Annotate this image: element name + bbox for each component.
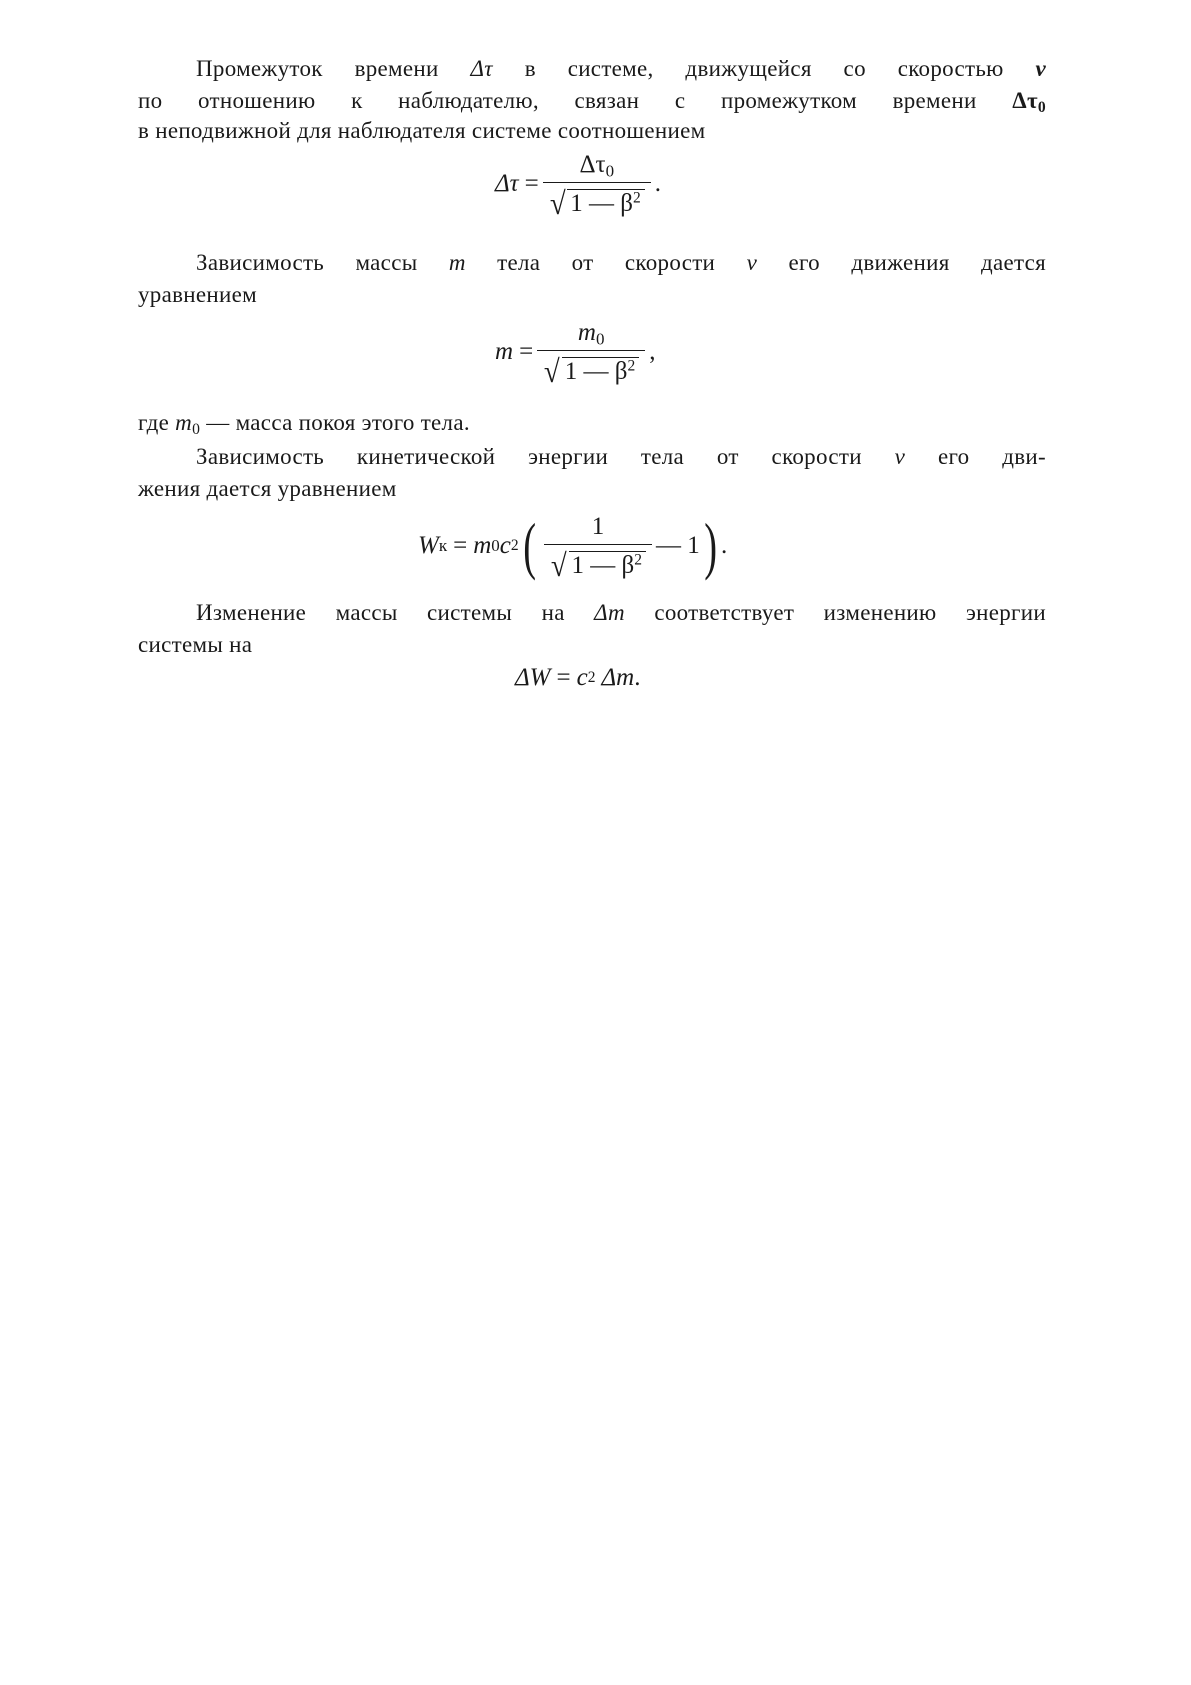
text-span: его движения дается	[757, 250, 1047, 275]
text-span: Промежуток времени	[196, 56, 471, 81]
text-span: тела от скорости	[465, 250, 747, 275]
text-span: его дви-	[905, 444, 1046, 469]
paragraph-5-line-1	[196, 598, 1046, 628]
punctuation: ,	[649, 338, 656, 365]
text-span: — масса покоя этого тела.	[200, 410, 470, 435]
numerator	[570, 318, 613, 350]
subscript: 0	[1037, 98, 1046, 116]
rest-mass-symbol: m	[175, 410, 193, 435]
denominator	[537, 350, 645, 389]
light-speed-symbol: c	[499, 532, 511, 559]
rest-mass-symbol: m	[473, 532, 492, 559]
formula-mass-energy: ΔW = c 2 Δm .	[515, 664, 641, 691]
denominator	[543, 182, 651, 221]
paragraph-4-line-1	[196, 442, 1046, 472]
paragraph-1-line-3: в неподвижной для наблюдателя системе соотношением	[138, 118, 706, 143]
denominator	[544, 544, 652, 583]
equals-sign: =	[453, 532, 468, 559]
paragraph-1-line-1	[196, 54, 1046, 84]
text-span: Зависимость массы	[196, 250, 449, 275]
velocity-symbol: v	[746, 250, 758, 275]
delta-tau-symbol: Δτ	[470, 56, 493, 81]
paragraph-3	[138, 408, 1046, 438]
text-span: Зависимость кинетической энергии тела от скорости	[196, 444, 895, 469]
sqrt-body	[562, 357, 639, 386]
minus-one: — 1	[655, 532, 700, 559]
numerator-text: m	[577, 319, 596, 346]
delta-mass-symbol: Δm	[601, 664, 635, 691]
delta-mass-symbol: Δm	[594, 600, 625, 625]
punctuation: .	[634, 664, 641, 691]
paragraph-2-line-1	[196, 248, 1046, 278]
formula-relativistic-mass	[495, 318, 656, 389]
delta-tau-zero-symbol: Δτ	[1012, 88, 1038, 113]
sqrt-sign: √	[544, 353, 560, 389]
sqrt-sign: √	[549, 185, 566, 221]
radicand: 1 — β	[564, 358, 628, 385]
text-span: где	[138, 410, 176, 435]
sqrt-body	[567, 189, 644, 218]
equals-sign: =	[556, 664, 571, 691]
fraction	[537, 318, 645, 389]
superscript: 2	[627, 357, 636, 375]
formula-lhs: ΔW	[515, 664, 551, 691]
radicand: 1 — β	[571, 552, 635, 579]
mass-symbol: m	[448, 250, 466, 275]
equals-sign: =	[519, 338, 534, 365]
fraction	[543, 150, 651, 221]
equals-sign: =	[524, 170, 539, 197]
superscript: 2	[634, 551, 642, 569]
text-span: соответствует изменению энергии	[624, 600, 1047, 625]
text-span: Изменение массы системы на	[196, 600, 595, 625]
sqrt-sign: √	[550, 547, 567, 583]
formula-lhs: Δτ	[495, 170, 519, 197]
numerator	[571, 150, 622, 182]
paragraph-1-line-2	[138, 86, 1046, 116]
subscript: 0	[192, 420, 201, 438]
velocity-symbol: v	[1035, 56, 1046, 81]
text-span: по отношению к наблюдателю, связан с промежутком времени	[138, 88, 1013, 113]
paragraph-5-line-2: системы на	[138, 632, 253, 657]
punctuation: .	[654, 170, 662, 197]
numerator-text: 1	[591, 513, 605, 540]
paragraph-2-line-2: уравнением	[138, 282, 257, 307]
text-span: в системе, движущейся со скоростью	[492, 56, 1036, 81]
numerator-text: Δτ	[579, 151, 606, 178]
sqrt-body	[569, 551, 646, 580]
superscript: 2	[633, 189, 641, 207]
left-parenthesis: (	[522, 510, 536, 581]
subscript: 0	[605, 161, 615, 181]
fraction	[544, 512, 652, 583]
numerator	[584, 512, 613, 544]
formula-lhs: W	[418, 532, 439, 559]
velocity-symbol: v	[894, 444, 906, 469]
formula-time-dilation	[495, 150, 662, 221]
subscript: 0	[595, 329, 605, 349]
paragraph-4-line-2: жения дается уравнением	[138, 476, 397, 501]
formula-lhs: m	[495, 338, 514, 365]
light-speed-symbol: c	[576, 664, 588, 691]
radicand: 1 — β	[570, 190, 634, 217]
formula-kinetic-energy: W к = m 0 c 2 ( 1 √ 1 — $\beta^2$ — 1 ) .	[418, 510, 728, 583]
right-parenthesis: )	[703, 510, 717, 581]
punctuation: .	[721, 532, 728, 559]
